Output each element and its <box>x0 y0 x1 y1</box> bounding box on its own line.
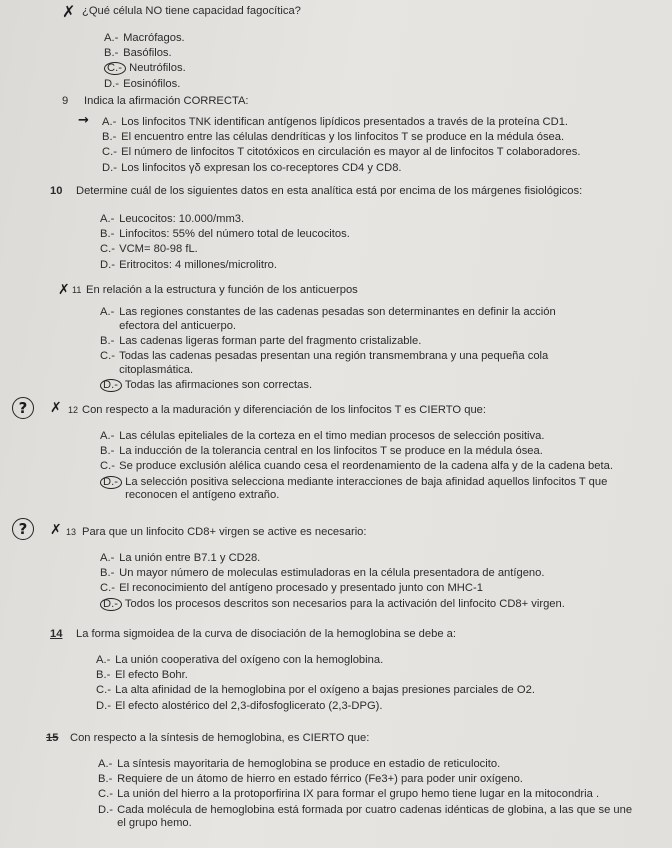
option-c[interactable]: C.- VCM= 80-98 fL. <box>100 243 198 256</box>
option-c[interactable]: C.- La alta afinidad de la hemoglobina por el oxígeno a bajas presiones parciales de O2. <box>96 684 535 697</box>
option-b[interactable]: B.- La inducción de la tolerancia central en los linfocitos T se produce en la médula ósea. <box>100 445 543 458</box>
option-a[interactable]: A.- Macrófagos. <box>104 31 185 44</box>
option-d[interactable]: D.- Los linfocitos γδ expresan los co-receptores CD4 y CD8. <box>102 161 402 174</box>
question-header <box>72 284 579 298</box>
question-prompt: Determine cuál de los siguientes datos en esta analítica está por encima de los márgenes fisiológicos: <box>76 185 583 197</box>
option-b[interactable]: B.- Un mayor número de moleculas estimuladoras en la célula presentadora de antígeno. <box>100 567 545 580</box>
question-prompt: Indica la afirmación CORRECTA: <box>84 95 249 107</box>
question-header <box>46 732 637 746</box>
option-b[interactable]: B.- Basófilos. <box>104 47 172 60</box>
question-mark-icon: ? <box>12 397 34 419</box>
option-d[interactable]: D.- Cada molécula de hemoglobina está formada por cuatro cadenas idénticas de globina, a las que se une el grupo hemo. <box>98 803 633 830</box>
question-14 <box>50 628 535 713</box>
option-b[interactable]: B.- El efecto Bohr. <box>96 669 188 682</box>
question-9 <box>62 95 580 175</box>
question-prompt: La forma sigmoidea de la curva de disociación de la hemoglobina se debe a: <box>76 628 456 640</box>
question-header <box>68 404 635 418</box>
option-b[interactable]: B.- Requiere de un átomo de hierro en estado férrico (Fe3+) para poder unir oxígeno. <box>98 773 523 786</box>
option-a[interactable]: A.- La unión cooperativa del oxígeno con la hemoglobina. <box>96 653 384 666</box>
option-c[interactable]: C.- La unión del hierro a la protoporfirina IX para formar el grupo hemo tiene lugar en la mitocondria . <box>98 788 600 801</box>
question-header <box>66 526 565 540</box>
question-10 <box>50 185 582 272</box>
option-d[interactable]: D.- Todas las afirmaciones son correctas. <box>100 379 579 393</box>
option-a[interactable]: A.- Las regiones constantes de las cadenas pesadas son determinantes en definir la acción efectora del anticuerpo. <box>100 305 556 332</box>
option-d[interactable]: D.- El efecto alostérico del 2,3-difosfoglicerato (2,3-DPG). <box>96 699 383 712</box>
question-13 <box>66 526 565 611</box>
option-b[interactable]: B.- El encuentro entre las células dendríticas y los linfocitos T se produce en la médula ósea. <box>102 131 565 144</box>
options-list <box>100 552 565 612</box>
question-prompt: Para que un linfocito CD8+ virgen se active es necesario: <box>82 526 367 538</box>
option-d[interactable]: D.- Eritrocitos: 4 millones/microlitro. <box>100 258 278 271</box>
options-list <box>100 213 582 273</box>
question-number: 9 <box>62 95 69 107</box>
question-mark-icon: ? <box>12 518 34 540</box>
question-prompt: Con respecto a la síntesis de hemoglobina, es CIERTO que: <box>70 732 370 744</box>
option-c[interactable]: C.- El número de linfocitos T citotóxicos en circulación es mayor al de linfocitos T colaboradores. <box>102 146 581 159</box>
option-a[interactable]: A.- Las células epiteliales de la corteza en el timo median procesos de selección positiva. <box>100 429 545 442</box>
option-c[interactable]: C.- Todas las cadenas pesadas presentan una región transmembrana y una pequeña cola citoplasmática. <box>100 350 549 376</box>
option-d[interactable]: D.- La selección positiva selecciona mediante interacciones de baja afinidad aquellos linfocitos T que reconocen el antígeno extraño. <box>100 476 635 504</box>
question-number: 10 <box>50 185 63 197</box>
option-d[interactable]: D.- Todos los procesos descritos son necesarios para la activación del linfocito CD8+ virgen. <box>100 598 565 612</box>
question-number: 11 <box>72 285 82 295</box>
question-number: 14 <box>50 628 63 640</box>
option-d[interactable]: D.- Eosinófilos. <box>104 77 181 90</box>
question-prompt: ¿Qué célula NO tiene capacidad fagocítica? <box>82 5 301 17</box>
cross-mark-icon: ✗ <box>62 2 76 21</box>
option-b[interactable]: B.- Linfocitos: 55% del número total de leucocitos. <box>100 228 350 241</box>
cross-mark-icon: ✗ <box>50 522 62 538</box>
question-number: 12 <box>68 405 79 415</box>
question-8 <box>82 5 301 91</box>
option-a[interactable]: A.- Leucocitos: 10.000/mm3. <box>100 212 245 225</box>
option-a[interactable]: A.- La unión entre B7.1 y CD28. <box>100 551 261 564</box>
cross-mark-icon: ✗ <box>58 282 70 298</box>
cross-mark-icon: ✗ <box>50 400 62 416</box>
question-prompt: En relación a la estructura y función de los anticuerpos <box>86 284 358 296</box>
options-list <box>100 306 579 393</box>
option-a[interactable]: A.- Los linfocitos TNK identifican antígenos lipídicos presentados a través de la proteína CD1. <box>102 115 569 128</box>
options-list <box>96 654 535 714</box>
options-list <box>104 32 301 92</box>
option-c[interactable]: C.- Se produce exclusión alélica cuando cesa el reordenamiento de la cadena alfa y de la cadena beta. <box>100 460 613 473</box>
options-list <box>98 758 637 831</box>
option-c[interactable]: C.- El reconocimiento del antígeno procesado y presentado junto con MHC-1 <box>100 582 483 595</box>
question-number: 15 <box>46 732 59 744</box>
question-12 <box>68 404 635 503</box>
question-header <box>50 628 535 642</box>
option-b[interactable]: B.- Las cadenas ligeras forman parte del fragmento cristalizable. <box>100 334 422 347</box>
arrow-mark-icon: → <box>78 113 89 128</box>
question-15 <box>46 732 637 831</box>
option-c[interactable]: C.- Neutrófilos. <box>104 62 301 76</box>
question-header <box>62 95 580 109</box>
options-list <box>102 116 580 176</box>
question-11 <box>72 284 579 393</box>
question-header <box>50 185 582 199</box>
question-prompt: Con respecto a la maduración y diferenciación de los linfocitos T es CIERTO que: <box>82 404 487 416</box>
question-number: 13 <box>66 527 77 537</box>
option-a[interactable]: A.- La síntesis mayoritaria de hemoglobina se produce en estadio de reticulocito. <box>98 757 501 770</box>
options-list <box>100 430 635 503</box>
